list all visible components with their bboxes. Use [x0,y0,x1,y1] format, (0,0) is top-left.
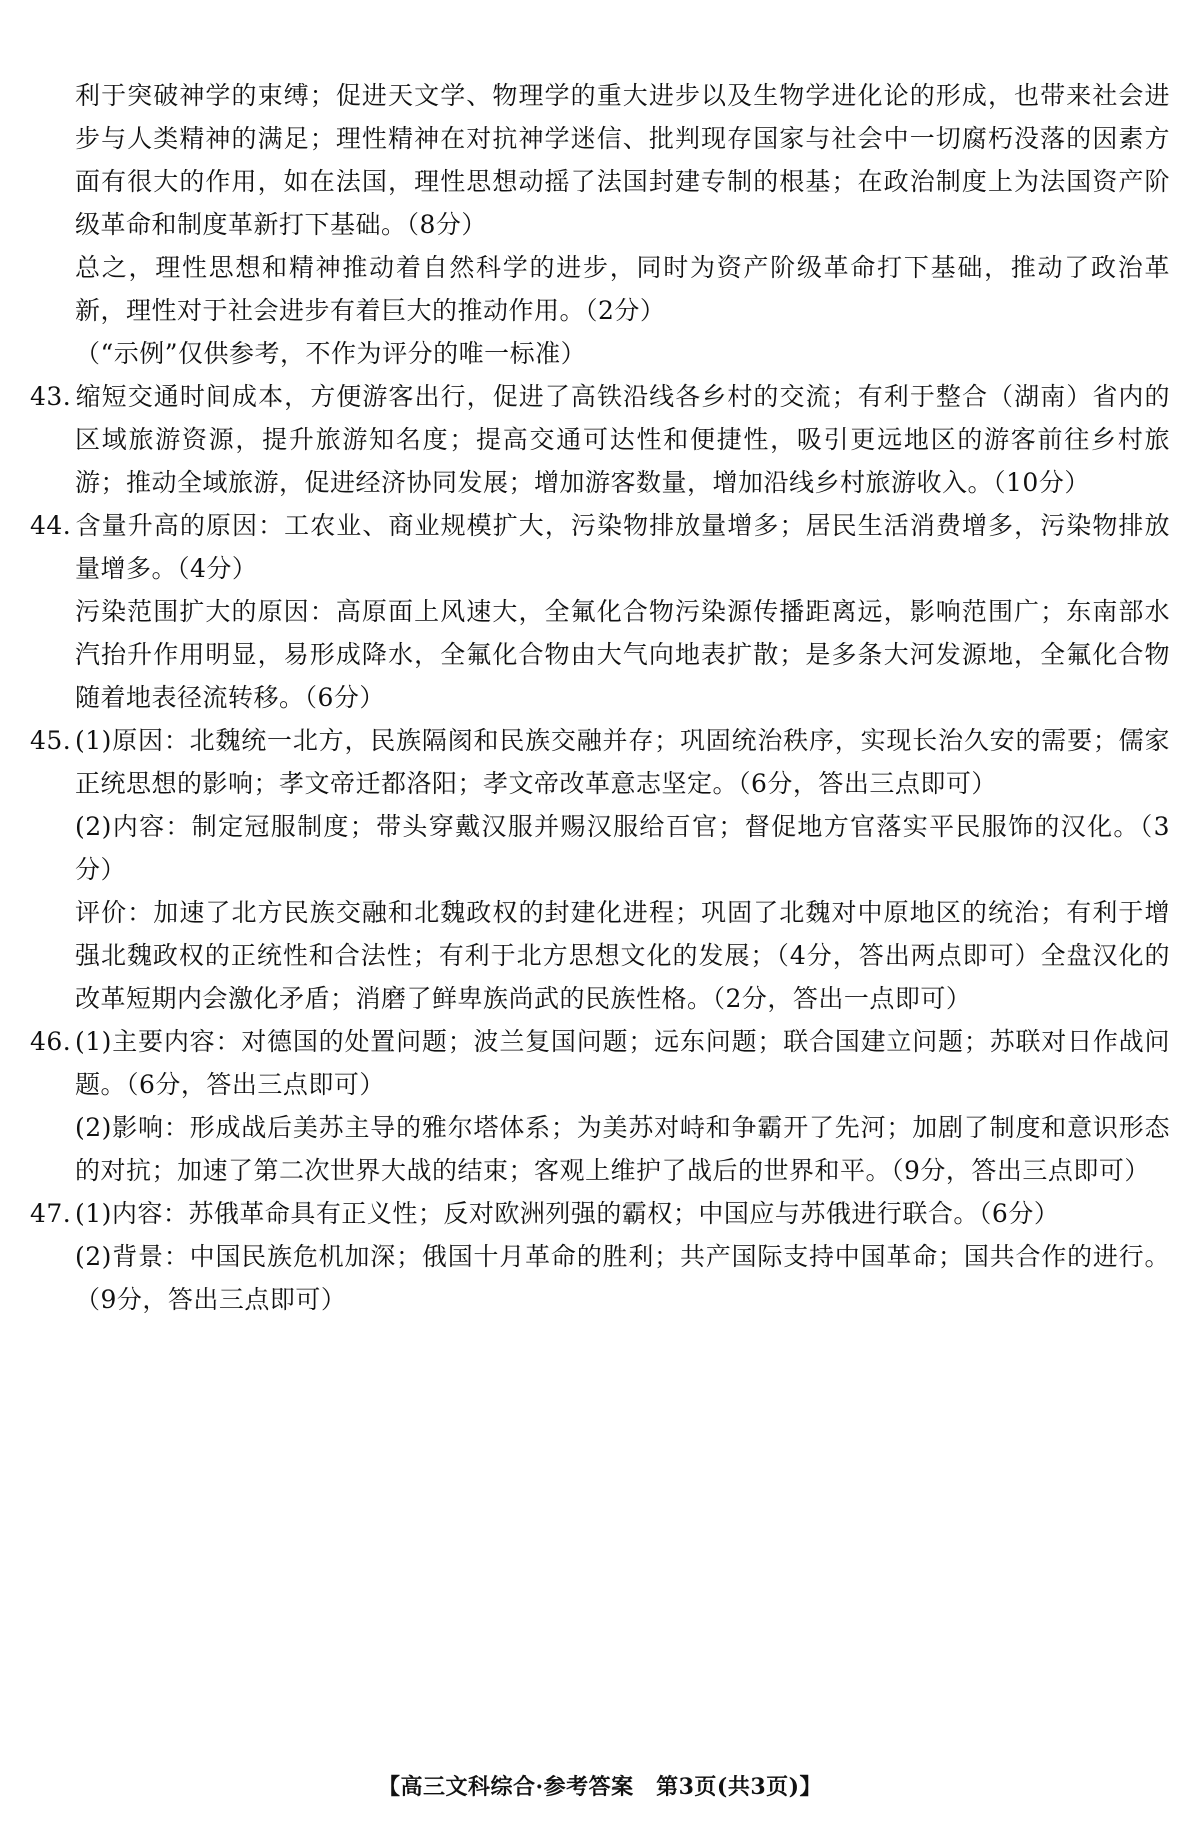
question-47-part-2: (2)背景：中国民族危机加深；俄国十月革命的胜利；共产国际支持中国革命；国共合作的进行。（9分，答出三点即可） [75,1242,1170,1314]
question-47-part-1: (1)内容：苏俄革命具有正义性；反对欧洲列强的霸权；中国应与苏俄进行联合。（6分） [75,1199,1060,1228]
question-47 [30,1192,1170,1235]
question-number: 46. [30,1027,72,1056]
question-44-answer-1: 含量升高的原因：工农业、商业规模扩大，污染物排放量增多；居民生活消费增多，污染物排放量增多。（4分） [75,511,1170,583]
intro-paragraph-1: 利于突破神学的束缚；促进天文学、物理学的重大进步以及生物学进化论的形成，也带来社会进步与人类精神的满足；理性精神在对抗神学迷信、批判现存国家与社会中一切腐朽没落的因素方面有很大的作用，如在法国，理性思想动摇了法国封建专制的根基；在政治制度上为法国资产阶级革命和制度革新打下基础。（8分） [75,81,1170,239]
question-44 [30,504,1170,590]
question-number: 47. [30,1199,72,1228]
question-46 [30,1020,1170,1106]
answer-content [30,74,1170,1321]
question-number: 44. [30,511,72,540]
page-footer: 【高三文科综合·参考答案 第3页(共3页)】 [377,1774,823,1800]
intro-note: （“示例”仅供参考，不作为评分的唯一标准） [75,339,587,368]
question-44-answer-2: 污染范围扩大的原因：高原面上风速大，全氟化合物污染源传播距离远，影响范围广；东南部水汽抬升作用明显，易形成降水，全氟化合物由大气向地表扩散；是多条大河发源地，全氟化合物随着地表径流转移。（6分） [75,597,1170,712]
question-46-part-2: (2)影响：形成战后美苏主导的雅尔塔体系；为美苏对峙和争霸开了先河；加剧了制度和意识形态的对抗；加速了第二次世界大战的结束；客观上维护了战后的世界和平。（9分，答出三点即可） [75,1113,1170,1185]
question-45-part-1: (1)原因：北魏统一北方，民族隔阂和民族交融并存；巩固统治秩序，实现长治久安的需要；儒家正统思想的影响；孝文帝迁都洛阳；孝文帝改革意志坚定。（6分，答出三点即可） [75,726,1170,798]
question-43 [30,375,1170,504]
question-45-evaluation: 评价：加速了北方民族交融和北魏政权的封建化进程；巩固了北魏对中原地区的统治；有利于增强北魏政权的正统性和合法性；有利于北方思想文化的发展；（4分，答出两点即可）全盘汉化的改革短期内会激化矛盾；消磨了鲜卑族尚武的民族性格。（2分，答出一点即可） [75,898,1170,1013]
question-43-answer: 缩短交通时间成本，方便游客出行，促进了高铁沿线各乡村的交流；有利于整合（湖南）省内的区域旅游资源，提升旅游知名度；提高交通可达性和便捷性，吸引更远地区的游客前往乡村旅游；推动全域旅游，促进经济协同发展；增加游客数量，增加沿线乡村旅游收入。（10分） [75,382,1170,497]
question-number: 43. [30,382,72,411]
question-46-part-1: (1)主要内容：对德国的处置问题；波兰复国问题；远东问题；联合国建立问题；苏联对日作战问题。（6分，答出三点即可） [75,1027,1170,1099]
question-45-part-2: (2)内容：制定冠服制度；带头穿戴汉服并赐汉服给百官；督促地方官落实平民服饰的汉化。（3分） [75,812,1170,884]
question-number: 45. [30,726,72,755]
intro-paragraph-2: 总之，理性思想和精神推动着自然科学的进步，同时为资产阶级革命打下基础，推动了政治革新，理性对于社会进步有着巨大的推动作用。（2分） [75,253,1170,325]
question-45 [30,719,1170,805]
